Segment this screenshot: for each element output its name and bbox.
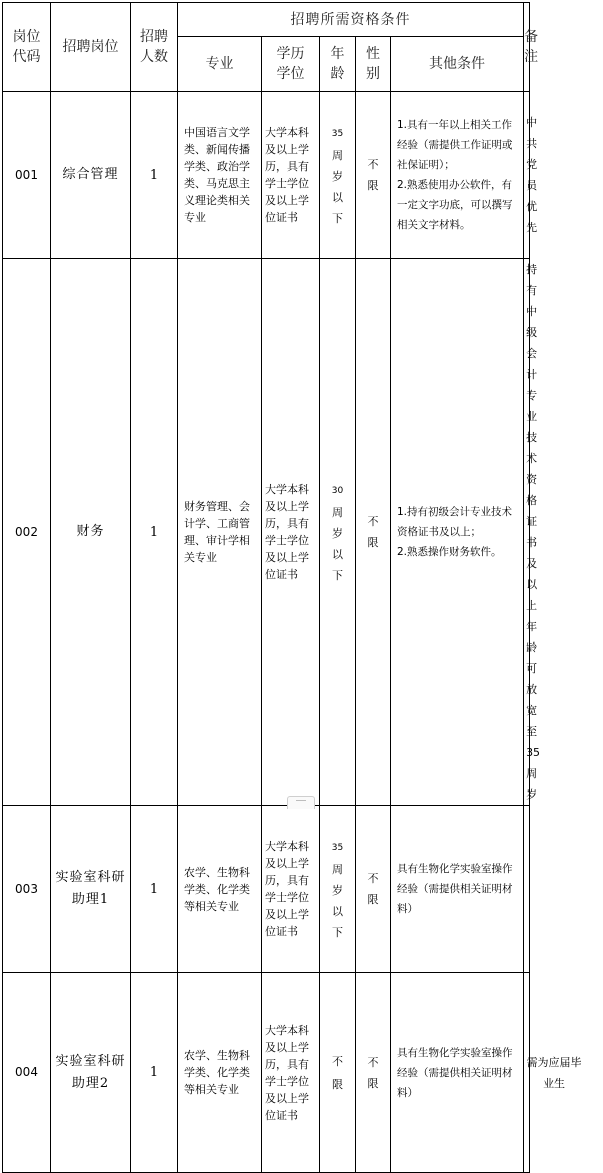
header-count [131, 3, 178, 92]
header-other: 其他条件 [391, 37, 524, 92]
cell-remarks: 中共党员优先 [524, 92, 530, 259]
cell-count: 1 [131, 259, 178, 806]
header-education [262, 37, 320, 92]
recruitment-table [2, 2, 582, 1173]
age-unit: 周岁以下 [332, 505, 343, 582]
cell-age [320, 259, 356, 806]
cell-count: 1 [131, 92, 178, 259]
cell-other [391, 973, 524, 1173]
cell-remarks [524, 806, 530, 973]
gender-text: 不限 [367, 158, 379, 192]
other-line: 具有生物化学实验室操作经验（需提供相关证明材料） [397, 1046, 513, 1099]
gender-text: 不限 [367, 1055, 379, 1090]
header-major: 专业 [178, 37, 262, 92]
position-text: 实验室科研助理2 [55, 1053, 126, 1091]
cell-other [391, 92, 524, 259]
cell-code: 003 [3, 806, 51, 973]
header-code [3, 3, 51, 92]
cell-gender [356, 259, 391, 806]
header-remarks: 备注 [524, 3, 530, 92]
cell-count: 1 [131, 973, 178, 1173]
header-education-text: 学历学位 [276, 46, 305, 82]
cell-code: 001 [3, 92, 51, 259]
cell-age [320, 92, 356, 259]
other-line: 1.具有一年以上相关工作经验（需提供工作证明或社保证明）； [397, 119, 513, 171]
table-row [3, 973, 530, 1173]
cell-other [391, 259, 524, 806]
header-age [320, 37, 356, 92]
cell-code: 002 [3, 259, 51, 806]
page-resize-handle[interactable] [287, 796, 315, 809]
cell-gender [356, 806, 391, 973]
cell-major: 中国语言文学类、新闻传播学类、政治学类、马克思主义理论类相关专业 [178, 92, 262, 259]
age-number: 35 [331, 128, 344, 139]
table-row [3, 259, 530, 806]
header-code-text: 岗位代码 [12, 29, 41, 65]
table-row [3, 92, 530, 259]
cell-position [51, 806, 131, 973]
cell-position: 财务 [51, 259, 131, 806]
cell-gender [356, 973, 391, 1173]
header-gender [356, 37, 391, 92]
cell-major: 农学、生物科学类、化学类等相关专业 [178, 806, 262, 973]
cell-major: 农学、生物科学类、化学类等相关专业 [178, 973, 262, 1173]
other-line: 1.持有初级会计专业技术资格证书及以上； [397, 506, 513, 538]
age-number: 35 [331, 842, 344, 853]
age-unit: 周岁以下 [332, 862, 343, 939]
age-unit: 周岁以下 [332, 148, 343, 225]
cell-position: 综合管理 [51, 92, 131, 259]
grip-icon [296, 800, 306, 801]
cell-position [51, 973, 131, 1173]
recruitment-table-wrapper [2, 2, 582, 1173]
other-line: 2.熟悉使用办公软件，有一定文字功底，可以撰写相关文字材料。 [397, 179, 513, 231]
cell-age [320, 806, 356, 973]
cell-gender [356, 92, 391, 259]
other-line: 2.熟悉操作财务软件。 [397, 546, 502, 558]
other-line: 具有生物化学实验室操作经验（需提供相关证明材料） [397, 863, 513, 915]
cell-count: 1 [131, 806, 178, 973]
age-number: 30 [331, 485, 344, 496]
header-gender-text: 性别 [366, 46, 380, 82]
header-count-text: 招聘人数 [140, 29, 168, 65]
cell-education: 大学本科及以上学历，具有学士学位及以上学位证书 [262, 973, 320, 1173]
header-position: 招聘岗位 [51, 3, 131, 92]
cell-education: 大学本科及以上学历，具有学士学位及以上学位证书 [262, 92, 320, 259]
cell-education: 大学本科及以上学历，具有学士学位及以上学位证书 [262, 259, 320, 806]
remarks-text: 需为应届毕业生 [526, 1055, 582, 1090]
header-age-text: 年龄 [330, 46, 345, 82]
position-text: 实验室科研助理1 [55, 870, 126, 907]
cell-age [320, 973, 356, 1173]
cell-code: 004 [3, 973, 51, 1173]
gender-text: 不限 [367, 872, 379, 906]
cell-remarks [524, 973, 582, 1173]
table-row [3, 806, 530, 973]
cell-other [391, 806, 524, 973]
age-unit: 不限 [332, 1054, 343, 1091]
cell-education: 大学本科及以上学历，具有学士学位及以上学位证书 [262, 806, 320, 973]
cell-major: 财务管理、会计学、工商管理、审计学相关专业 [178, 259, 262, 806]
cell-remarks: 持有中级会计专业技术资格证书及以上年龄可放宽至35周岁 [524, 259, 530, 806]
header-qualifications: 招聘所需资格条件 [178, 3, 524, 37]
gender-text: 不限 [367, 515, 379, 549]
